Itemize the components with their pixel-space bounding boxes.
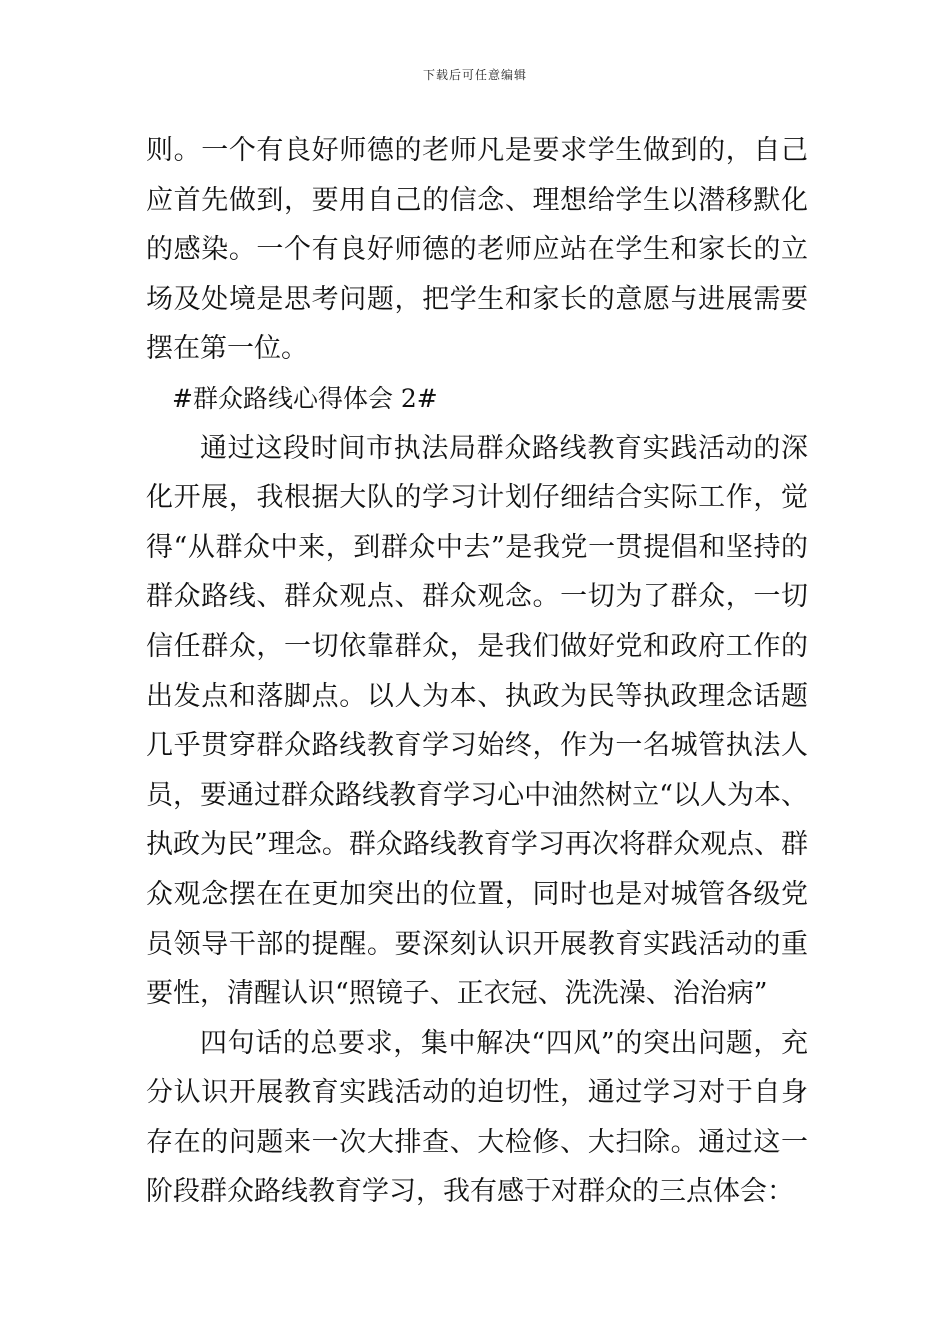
document-body xyxy=(146,126,808,1217)
paragraph-continuation: 则。一个有良好师德的老师凡是要求学生做到的，自己应首先做到，要用自己的信念、理想给学生以潜移默化的感染。一个有良好师德的老师应站在学生和家长的立场及处境是思考问题，把学生和家长的意愿与进展需要摆在第一位。 xyxy=(146,135,808,365)
header-note: 下载后可任意编辑 xyxy=(422,68,527,82)
section-heading: #群众路线心得体会 2# xyxy=(172,383,438,413)
paragraph-main: 通过这段时间市执法局群众路线教育实践活动的深化开展，我根据大队的学习计划仔细结合实际工作，觉得“从群众中来，到群众中去”是我党一贯提倡和坚持的群众路线、群众观点、群众观念。一切为了群众，一切信任群众，一切依靠群众，是我们做好党和政府工作的出发点和落脚点。以人为本、执政为民等执政理念话题几乎贯穿群众路线教育学习始终，作为一名城管执法人员，要通过群众路线教育学习心中油然树立“以人为本、执政为民”理念。群众路线教育学习再次将群众观点、群众观念摆在在更加突出的位置，同时也是对城管各级党员领导干部的提醒。要深刻认识开展教育实践活动的重要性，清醒认识“照镜子、正衣冠、洗洗澡、治治病” xyxy=(146,432,808,1010)
paragraph-summary: 四句话的总要求，集中解决“四风”的突出问题，充分认识开展教育实践活动的迫切性，通过学习对于自身存在的问题来一次大排查、大检修、大扫除。通过这一阶段群众路线教育学习，我有感于对群众的三点体会： xyxy=(146,1027,808,1208)
